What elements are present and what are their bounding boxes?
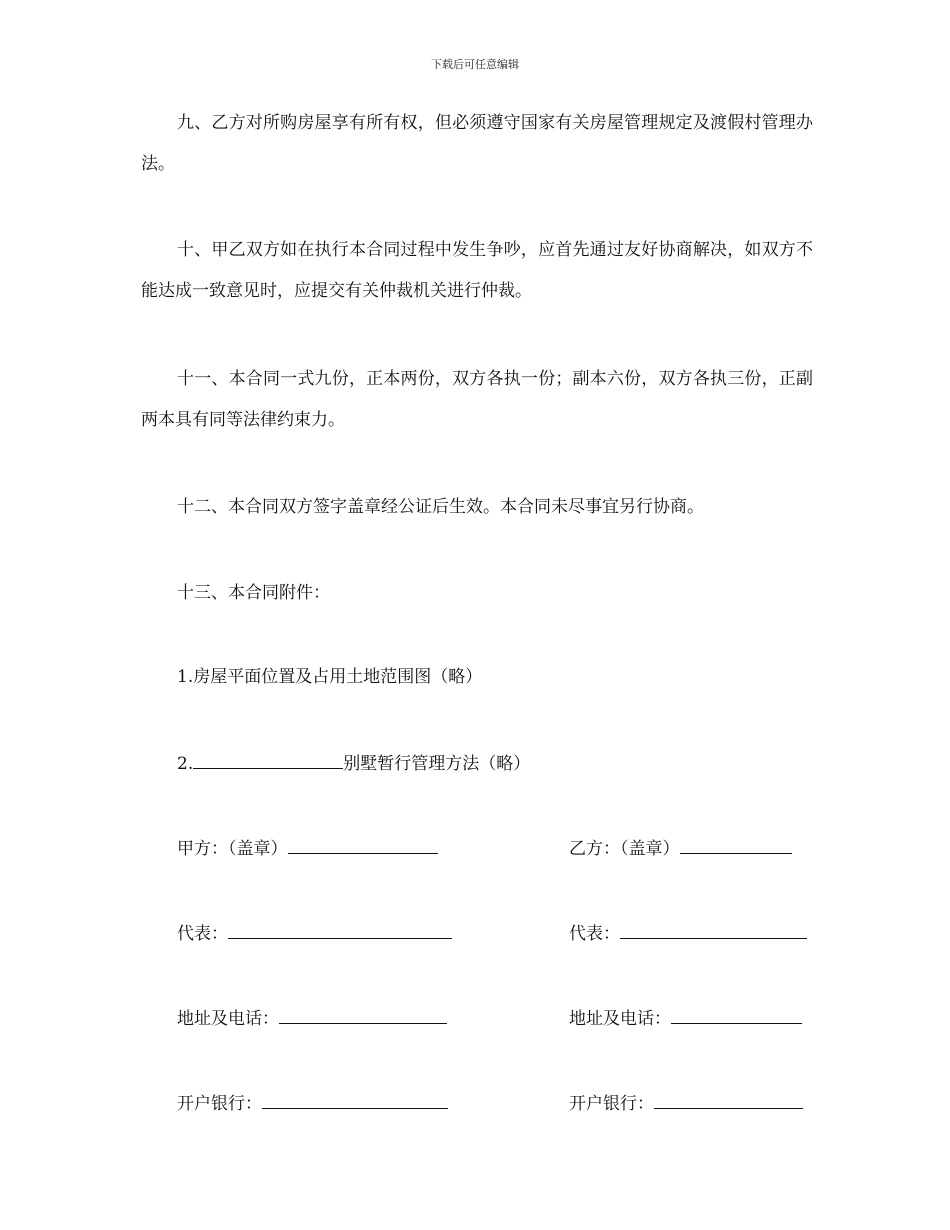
party-b-address-label: 地址及电话： xyxy=(569,1009,671,1029)
party-b-representative-row xyxy=(569,920,807,946)
party-b-seal-row xyxy=(569,835,792,861)
party-b-seal-label: 乙方：（盖章） xyxy=(569,839,680,859)
clause-10: 十、甲乙双方如在执行本合同过程中发生争吵，应首先通过友好协商解决，如双方不能达成一致意见时，应提交有关仲裁机关进行仲裁。 xyxy=(141,240,813,301)
clause-9: 九、乙方对所购房屋享有所有权，但必须遵守国家有关房屋管理规定及渡假村管理办法。 xyxy=(141,113,813,174)
party-b-representative-label: 代表： xyxy=(569,924,620,944)
attachment-name-blank[interactable] xyxy=(193,750,343,769)
party-a-address-row xyxy=(177,1005,447,1031)
party-a-representative-row xyxy=(177,920,452,946)
party-b-bank-label: 开户银行： xyxy=(569,1094,654,1114)
party-b-bank-row xyxy=(569,1090,803,1116)
page-header: 下载后可任意编辑 xyxy=(431,58,519,71)
party-a-bank-row xyxy=(177,1090,448,1116)
party-b-bank-blank[interactable] xyxy=(654,1090,803,1109)
party-b-representative-blank[interactable] xyxy=(620,920,807,939)
attachment-item-2-prefix: 2. xyxy=(177,754,194,774)
attachment-item-1: 1.房屋平面位置及占用土地范围图（略） xyxy=(177,667,483,687)
attachments-heading: 十三、本合同附件： xyxy=(177,583,330,603)
party-a-address-blank[interactable] xyxy=(279,1005,447,1024)
party-a-bank-blank[interactable] xyxy=(262,1090,448,1109)
attachment-item-2 xyxy=(177,750,530,776)
party-a-seal-row xyxy=(177,835,438,861)
attachment-item-2-suffix: 别墅暂行管理方法（略） xyxy=(343,754,531,774)
party-b-address-row xyxy=(569,1005,802,1031)
party-a-address-label: 地址及电话： xyxy=(177,1009,279,1029)
party-a-seal-label: 甲方：（盖章） xyxy=(177,839,288,859)
party-b-address-blank[interactable] xyxy=(671,1005,802,1024)
party-a-seal-blank[interactable] xyxy=(288,835,438,854)
party-a-representative-label: 代表： xyxy=(177,924,228,944)
party-a-representative-blank[interactable] xyxy=(228,920,452,939)
party-a-bank-label: 开户银行： xyxy=(177,1094,262,1114)
clause-11: 十一、本合同一式九份，正本两份，双方各执一份；副本六份，双方各执三份，正副两本具有同等法律约束力。 xyxy=(141,369,813,430)
party-b-seal-blank[interactable] xyxy=(680,835,792,854)
clause-12: 十二、本合同双方签字盖章经公证后生效。本合同未尽事宜另行协商。 xyxy=(177,497,704,517)
